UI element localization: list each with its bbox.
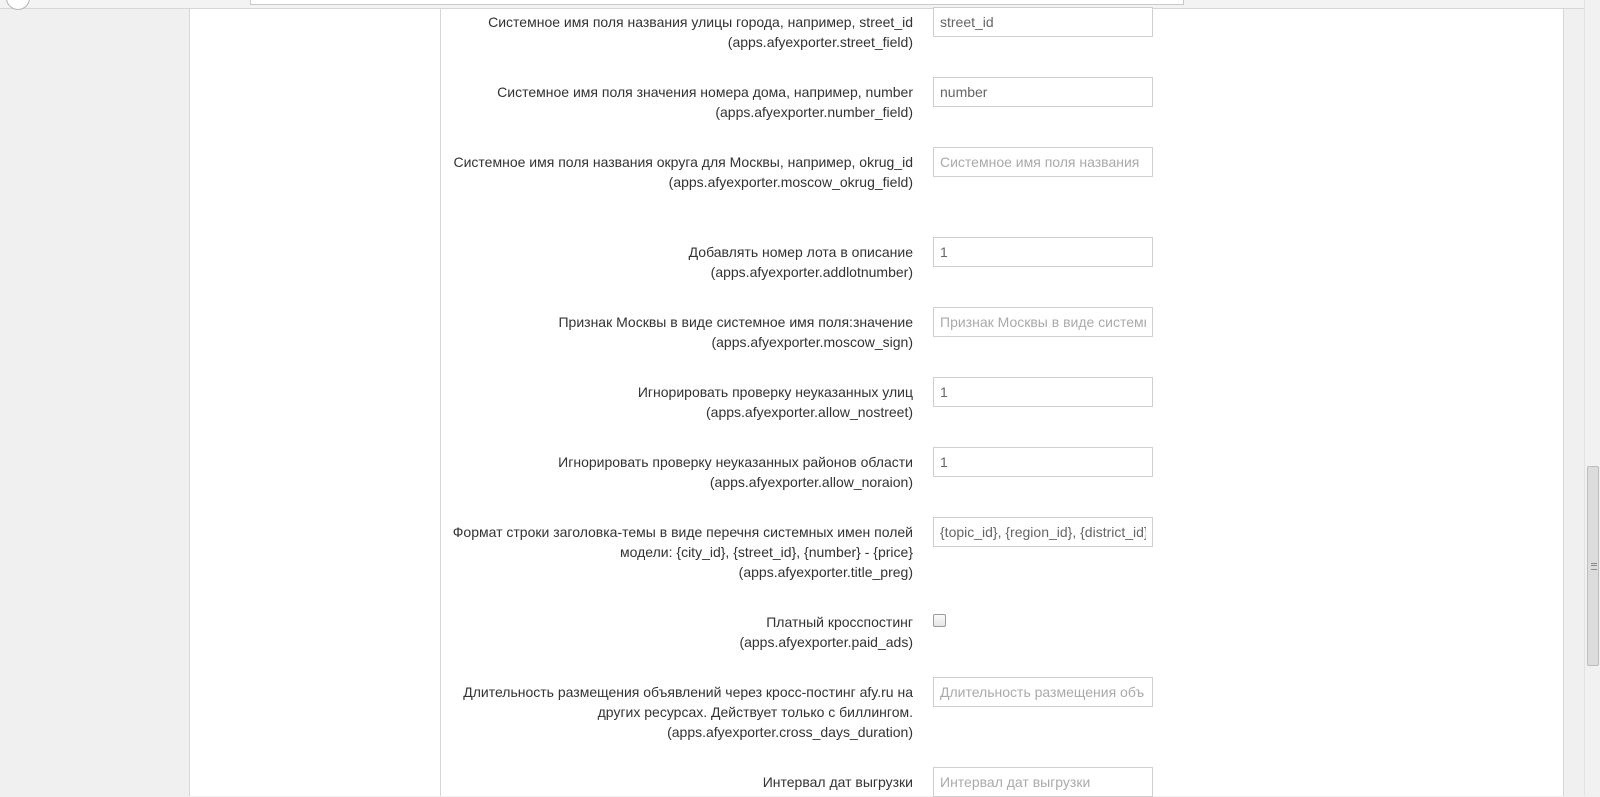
allow-noraion-input[interactable] [933,447,1153,477]
scrollbar-thumb[interactable] [1587,466,1599,666]
field-key: (apps.afyexporter.title_preg) [738,564,913,580]
field-label [440,612,913,652]
field-key: (apps.afyexporter.moscow_sign) [711,334,913,350]
moscow-sign-input[interactable] [933,307,1153,337]
field-label [440,312,913,352]
field-title: Признак Москвы в виде системное имя поля:значение [558,314,913,330]
browser-toolbar [0,0,1584,9]
field-title: Формат строки заголовка-темы в виде перечня системных имен полей модели: {city_id}, {street_id}, {number} - {price} [452,524,913,560]
street-field-input[interactable] [933,7,1153,37]
field-key: (apps.afyexporter.cross_days_duration) [667,724,913,740]
field-title: Интервал дат выгрузки [762,774,913,790]
field-title: Платный кросспостинг [766,614,913,630]
browser-button[interactable] [6,0,30,10]
field-key: (apps.afyexporter.allow_nostreet) [706,404,913,420]
field-label [440,522,913,582]
field-key: (apps.afyexporter.street_field) [727,34,913,50]
vertical-scrollbar[interactable] [1584,0,1600,796]
field-label [440,382,913,422]
field-label [440,772,913,792]
field-key: (apps.afyexporter.paid_ads) [739,634,913,650]
allow-nostreet-input[interactable] [933,377,1153,407]
date-interval-input[interactable] [933,767,1153,797]
field-title: Системное имя поля названия улицы города, например, street_id [488,14,913,30]
field-title: Игнорировать проверку неуказанных улиц [637,384,913,400]
field-label [440,242,913,282]
field-key: (apps.afyexporter.addlotnumber) [710,264,913,280]
cross-days-duration-input[interactable] [933,677,1153,707]
number-field-input[interactable] [933,77,1153,107]
field-title: Системное имя поля значения номера дома, например, number [497,84,913,100]
field-label [440,82,913,122]
address-bar[interactable] [250,0,1184,5]
grip-icon [1591,563,1597,570]
field-label [440,452,913,492]
field-label [440,682,913,742]
field-key: (apps.afyexporter.allow_noraion) [709,474,913,490]
field-title: Игнорировать проверку неуказанных районов области [558,454,913,470]
moscow-okrug-field-input[interactable] [933,147,1153,177]
addlotnumber-input[interactable] [933,237,1153,267]
paid-ads-checkbox[interactable] [933,614,946,627]
field-label [440,12,913,52]
field-key: (apps.afyexporter.moscow_okrug_field) [668,174,913,190]
title-preg-input[interactable] [933,517,1153,547]
field-title: Добавлять номер лота в описание [688,244,913,260]
field-label [440,152,913,192]
field-title: Длительность размещения объявлений через кросс-постинг afy.ru на других ресурсах. Действует только с биллингом. [463,684,913,720]
field-title: Системное имя поля названия округа для Москвы, например, okrug_id [453,154,913,170]
field-key: (apps.afyexporter.number_field) [715,104,913,120]
